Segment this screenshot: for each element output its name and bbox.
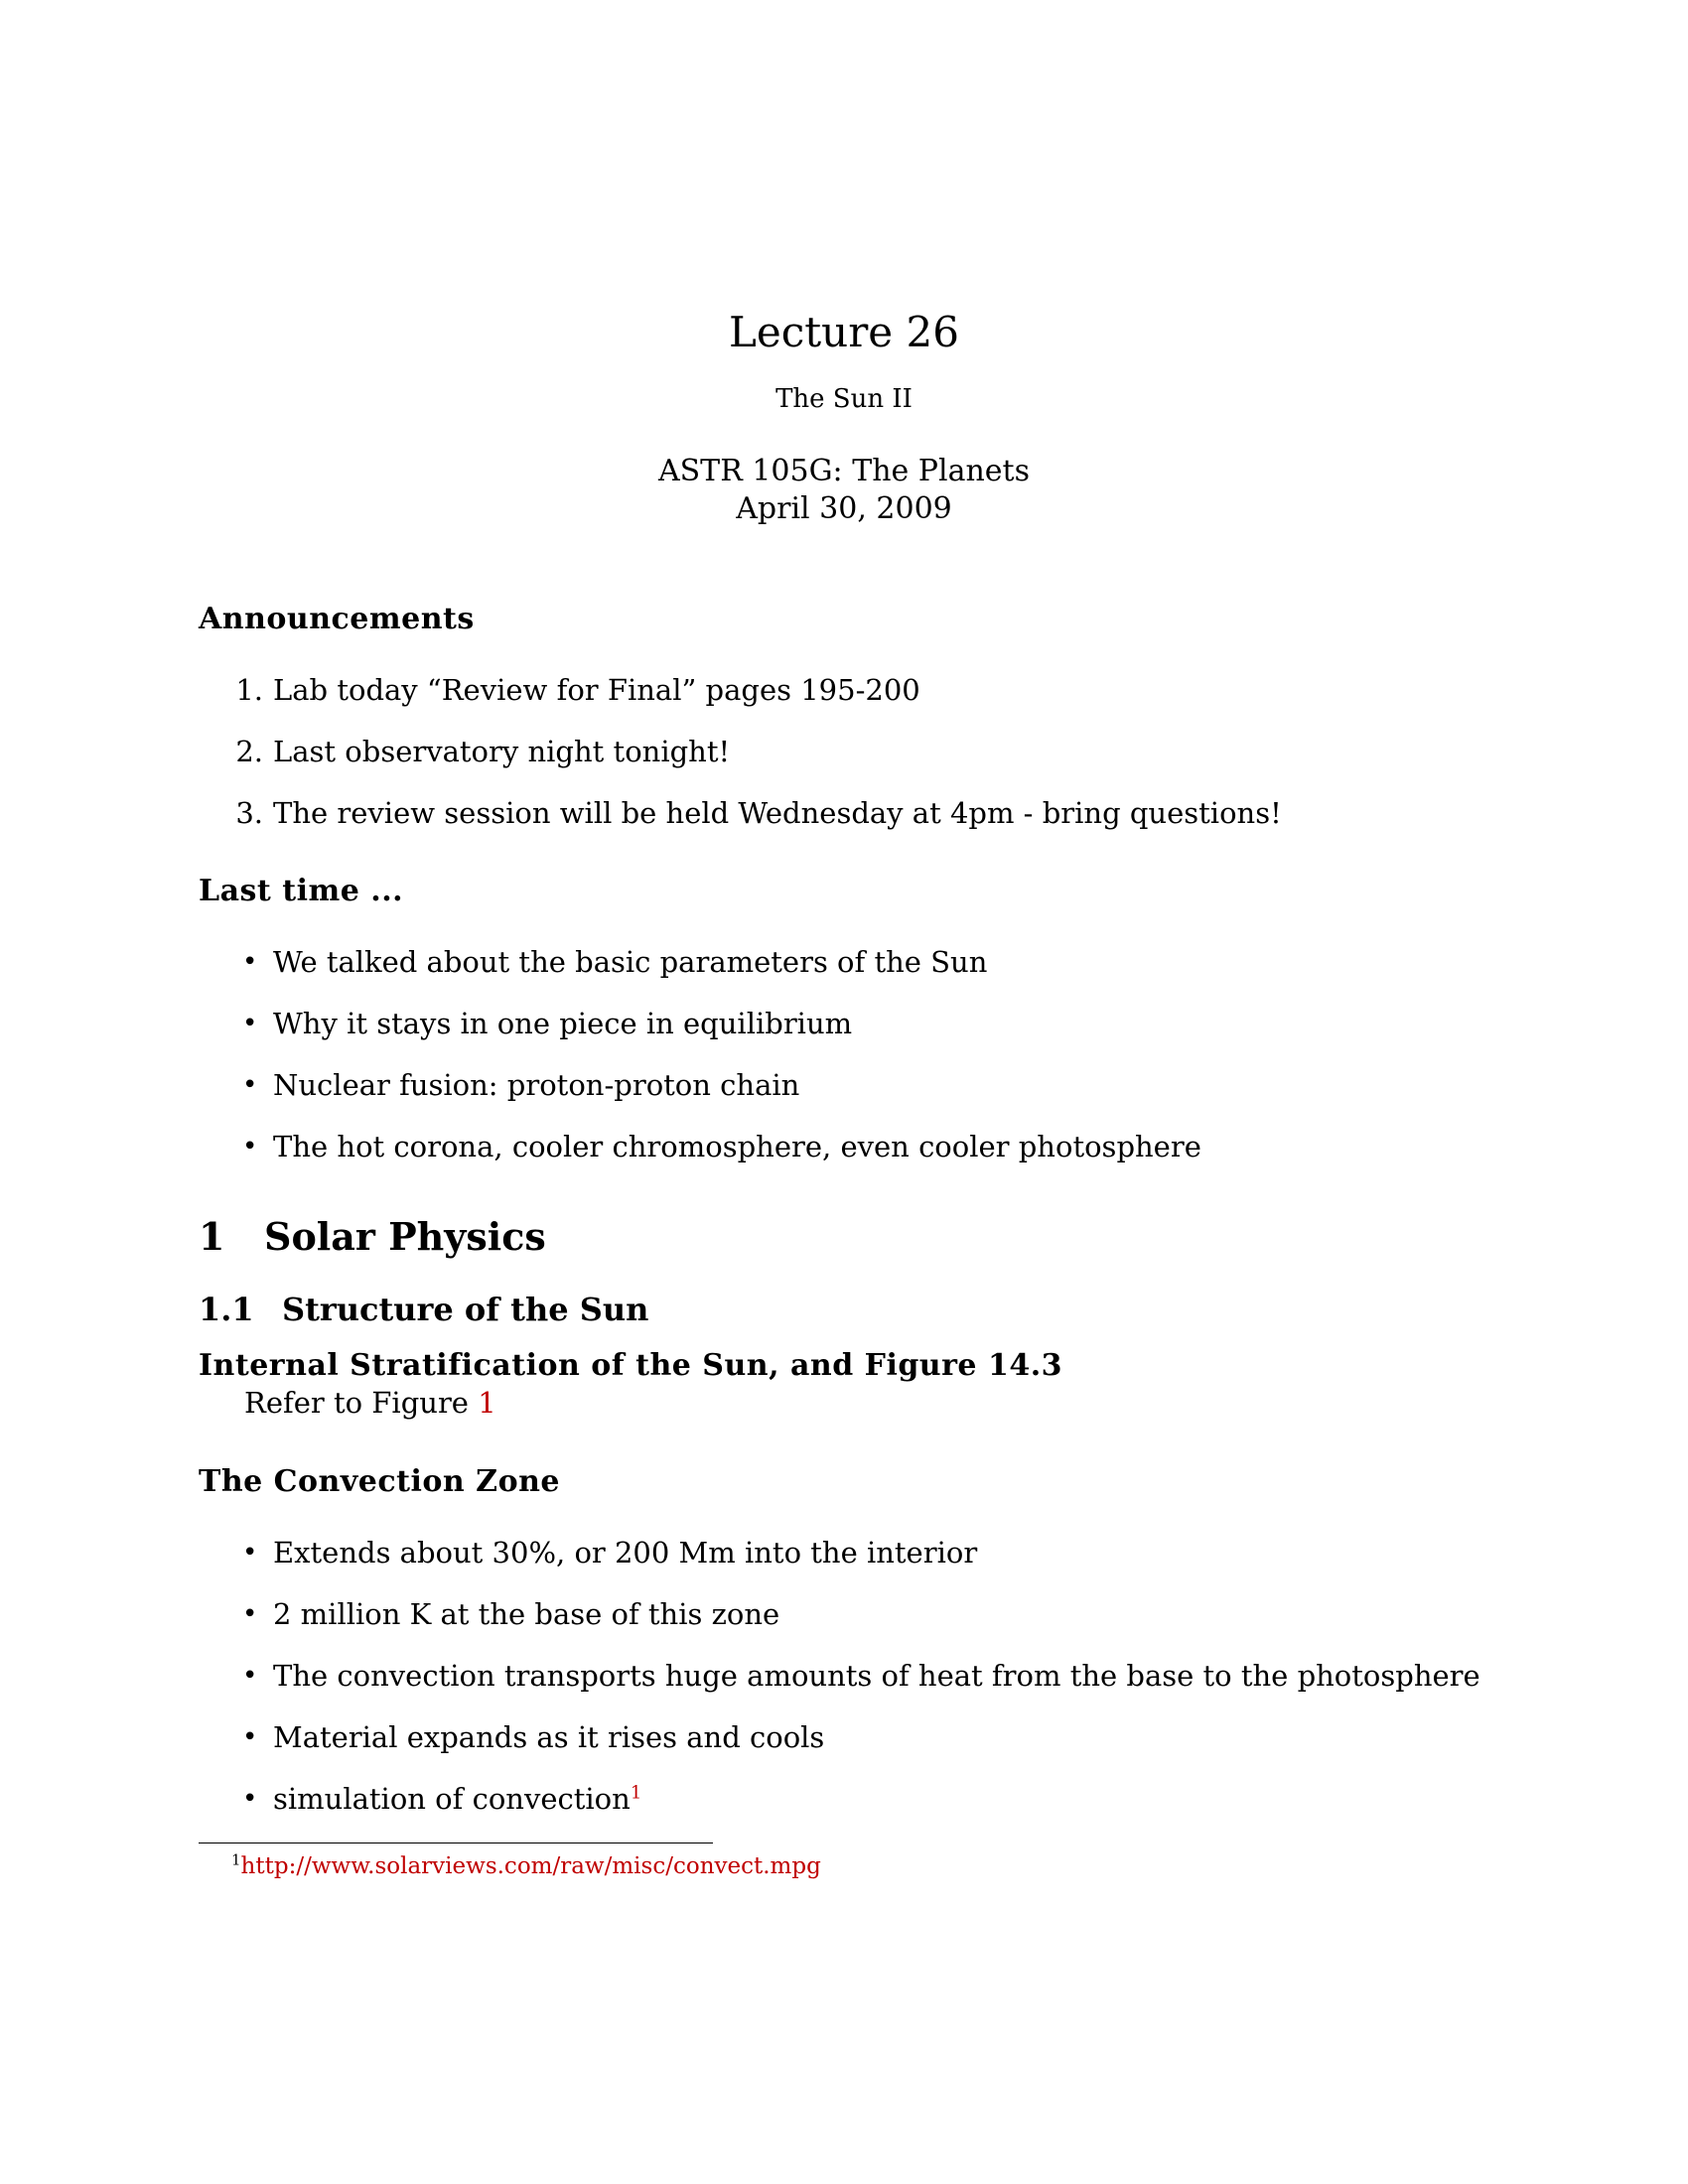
lecture-subtitle: The Sun II — [775, 384, 913, 414]
last-time-heading: Last time ... — [199, 874, 404, 908]
bullet-icon: • — [242, 1599, 258, 1629]
subsection-heading — [199, 1288, 648, 1331]
section-number: 1 — [199, 1214, 225, 1259]
list-item-text: The convection transports huge amounts of heat from the base to the photosphere — [273, 1659, 1480, 1693]
list-item-text: Lab today “Review for Final” pages 195-200 — [273, 673, 920, 707]
announcements-heading: Announcements — [199, 602, 475, 636]
bullet-icon: • — [242, 1538, 258, 1568]
footnote — [231, 1850, 821, 1882]
list-item-text: 2 million K at the base of this zone — [273, 1597, 780, 1631]
bullet-icon: • — [242, 1132, 258, 1161]
section-title: Solar Physics — [264, 1214, 546, 1259]
course-name: ASTR 105G: The Planets — [657, 454, 1031, 488]
bullet-icon: • — [242, 1661, 258, 1691]
list-item-text: Nuclear fusion: proton-proton chain — [273, 1068, 800, 1102]
list-number: 3. — [235, 796, 263, 830]
footnote-url-link[interactable]: http://www.solarviews.com/raw/misc/convect.mpg — [240, 1853, 821, 1879]
bullet-icon: • — [242, 1722, 258, 1752]
bullet-icon: • — [242, 1070, 258, 1100]
subsection-title: Structure of the Sun — [282, 1291, 649, 1328]
bullet-icon: • — [242, 1009, 258, 1038]
footnote-number: 1 — [231, 1850, 241, 1869]
lecture-date: April 30, 2009 — [736, 491, 952, 526]
list-item-text: We talked about the basic parameters of the Sun — [273, 945, 988, 979]
figure-reference-text: Refer to Figure — [244, 1386, 469, 1420]
list-item-text: The hot corona, cooler chromosphere, even cooler photosphere — [273, 1130, 1201, 1163]
list-item-text: Material expands as it rises and cools — [273, 1720, 825, 1754]
subsection-number: 1.1 — [199, 1291, 254, 1328]
list-number: 1. — [235, 673, 263, 707]
bullet-icon: • — [242, 1784, 258, 1814]
list-number: 2. — [235, 735, 263, 768]
footnote-link[interactable]: 1 — [630, 1782, 642, 1804]
figure-link[interactable]: 1 — [478, 1386, 496, 1420]
section-heading — [199, 1212, 546, 1262]
list-item-text: The review session will be held Wednesday at 4pm - bring questions! — [273, 796, 1282, 830]
lecture-title: Lecture 26 — [729, 308, 959, 356]
figure-reference-line — [244, 1383, 496, 1423]
list-item-text: Extends about 30%, or 200 Mm into the interior — [273, 1536, 978, 1570]
bullet-icon: • — [242, 947, 258, 977]
stratification-heading: Internal Stratification of the Sun, and Figure 14.3 — [199, 1348, 1063, 1383]
convection-heading: The Convection Zone — [199, 1464, 560, 1499]
list-item-text: simulation of convection — [273, 1782, 631, 1816]
list-item-text: Last observatory night tonight! — [273, 735, 731, 768]
list-item-text: Why it stays in one piece in equilibrium — [273, 1007, 853, 1040]
